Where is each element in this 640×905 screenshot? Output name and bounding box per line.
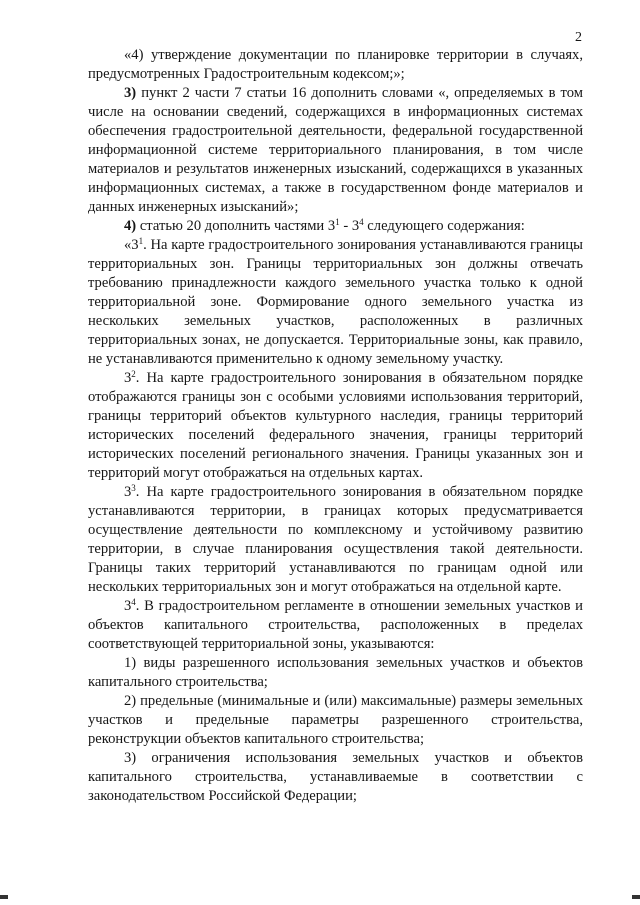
paragraph-part-3-1: «$3^1$. На карте градостроительного зонирования устанавливаются границы территориальных зон. Границы территориальных зон должны отвечать требованию принадлежности каждого земельного участка только к одной территориальной зоне. Формирование одного земельного участка из нескольких земельных участков, расположенных в различных территориальных зонах, не допускается. Территориальные зоны, как правило, не устанавливаются применительно к одному земельному участку. [88, 236, 583, 367]
point-number: 3) [124, 85, 137, 101]
scan-edge-marks [0, 893, 640, 899]
paragraph-item-4: «4) утверждение документации по планировке территории в случаях, предусмотренных Градостроительным кодексом;»; [88, 47, 583, 82]
paragraph-part-3-3: $3^3$. На карте градостроительного зонирования в обязательном порядке устанавливаются территории, в границах которых предусматривается осуществление деятельности по комплексному и устойчивому развитию территории, в случае планирования осуществления такой деятельности. Границы таких территорий устанавливаются по границам одной или нескольких территориальных зон и могут отображаться на отдельной карте. [88, 483, 583, 595]
list-item-1: 1) виды разрешенного использования земельных участков и объектов капитального строительства; [88, 655, 583, 690]
paragraph-point-3: 3) пункт 2 части 7 статьи 16 дополнить словами «, определяемых в том числе на основании сведений, содержащихся в информационных системах обеспечения градостроительной деятельности, федеральной государственной информационной системе территориального планирования, в том числе материалов и результатов инженерных изысканий, содержащихся в указанных информационных системах, а также в государственном фонде материалов и данных инженерных изысканий»; [88, 85, 583, 215]
paragraph-point-4: 4) статью 20 дополнить частями $3^1 - 3^4$ следующего содержания: [124, 217, 525, 234]
document-body [88, 46, 583, 806]
scan-mark-right [632, 895, 640, 899]
paragraph-part-3-2: $3^2$. На карте градостроительного зонирования в обязательном порядке отображаются границы зон с особыми условиями использования территорий, границы территорий объектов культурного наследия, границы территорий исторических поселений федерального значения, границы территорий исторических поселений регионального значения. Границы указанных зон и территорий могут отображаться на отдельных картах. [88, 369, 583, 481]
paragraph-part-3-4: $3^4$. В градостроительном регламенте в отношении земельных участков и объектов капитального строительства, расположенных в пределах соответствующей территориальной зоны, указываются: [88, 597, 583, 652]
list-item-2: 2) предельные (минимальные и (или) максимальные) размеры земельных участков и предельные параметры разрешенного строительства, реконструкции объектов капитального строительства; [88, 693, 583, 747]
scan-mark-left [0, 895, 8, 899]
page-number: 2 [575, 30, 582, 45]
list-item-3: 3) ограничения использования земельных участков и объектов капитального строительства, устанавливаемые в соответствии с законодательством Российской Федерации; [88, 750, 583, 804]
point-number: 4) [124, 218, 137, 234]
